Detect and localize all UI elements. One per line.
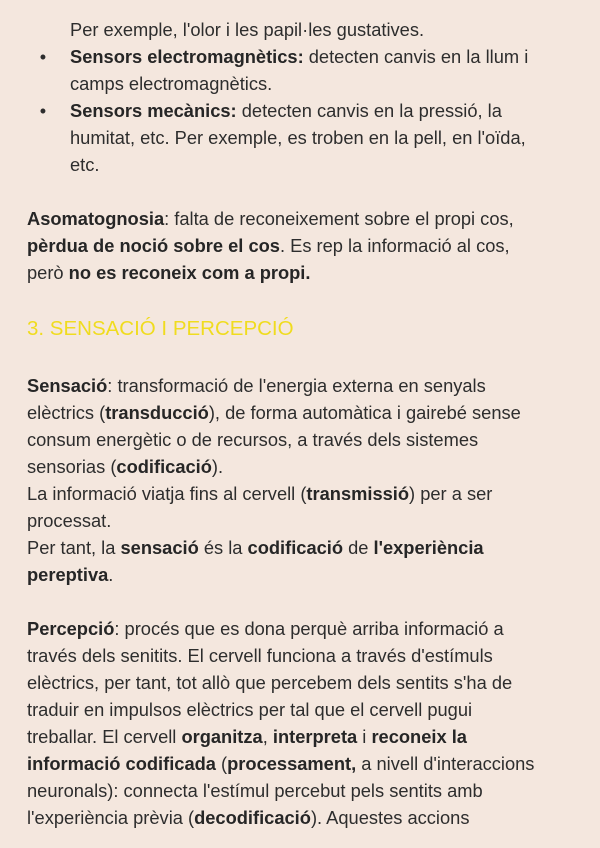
bold-term: Sensors electromagnètics:: [70, 46, 304, 67]
paragraph-line: [27, 205, 587, 232]
paragraph-line: [27, 723, 587, 750]
text-run: : falta de reconeixement sobre el propi cos,: [164, 208, 514, 229]
bullet-line: [70, 70, 590, 97]
text-run: ) per a ser: [409, 483, 493, 504]
text-run: : transformació de l'energia externa en senyals: [107, 375, 486, 396]
paragraph-percepcio: [27, 615, 587, 831]
paragraph-line: [27, 534, 587, 561]
text-run: ,: [262, 726, 273, 747]
paragraph-sensacio: [27, 372, 587, 588]
bold-term: interpreta: [272, 726, 358, 747]
text-run: ), de forma automàtica i gairebé sense: [208, 402, 521, 423]
text-run: elèctrics, per tant, tot allò que percebem dels sentits s'ha de: [27, 672, 513, 693]
text-run: neuronals): connecta l'estímul percebut pels sentits amb: [27, 780, 483, 801]
bullet-line: [70, 151, 590, 178]
paragraph-line: [27, 804, 587, 831]
paragraph-line: [27, 453, 587, 480]
paragraph-line: [27, 232, 587, 259]
paragraph-line: [27, 372, 587, 399]
bold-term: organitza: [181, 726, 263, 747]
text-run: l'experiència prèvia (: [27, 807, 195, 828]
bold-term: sensació: [120, 537, 199, 558]
paragraph-line: [27, 507, 587, 534]
bullet-line: [70, 97, 590, 124]
text-run: través dels senitits. El cervell funciona a través d'estímuls: [27, 645, 493, 666]
text-run: camps electromagnètics.: [70, 73, 273, 94]
bold-term: no es reconeix com a propi.: [68, 262, 311, 283]
bold-term: Sensació: [27, 375, 108, 396]
bold-term: l'experiència: [373, 537, 484, 558]
text-run: detecten canvis en la llum i: [303, 46, 529, 67]
bold-term: transducció: [105, 402, 209, 423]
text-run: elèctrics (: [27, 402, 106, 423]
bullet-mechanical: [70, 97, 590, 178]
bold-term: Sensors mecànics:: [70, 100, 237, 121]
text-run: La informació viatja fins al cervell (: [27, 483, 307, 504]
text-run: humitat, etc. Per exemple, es troben en la pell, en l'oïda,: [70, 127, 526, 148]
text-run: detecten canvis en la pressió, la: [236, 100, 502, 121]
text-run: de: [343, 537, 374, 558]
text-run: etc.: [70, 154, 100, 175]
bold-term: processament,: [227, 753, 357, 774]
paragraph-line: [27, 399, 587, 426]
paragraph-asomatognosia: [27, 205, 587, 286]
paragraph-line: [27, 669, 587, 696]
paragraph-line: [27, 777, 587, 804]
section-heading: 3. SENSACIÓ I PERCEPCIÓ: [27, 317, 294, 340]
bold-term: informació codificada: [27, 753, 216, 774]
bullet-marker: •: [39, 46, 47, 67]
text-run: (: [215, 753, 228, 774]
text-run: Per tant, la: [27, 537, 121, 558]
bold-term: decodificació: [194, 807, 311, 828]
bold-term: codificació: [247, 537, 344, 558]
text-run: . Es rep la informació al cos,: [279, 235, 510, 256]
paragraph-line: [27, 696, 587, 723]
paragraph-line: [27, 561, 587, 588]
bold-term: codificació: [116, 456, 212, 477]
paragraph-line: [27, 642, 587, 669]
bullet-line: [70, 43, 590, 70]
text-run: treballar. El cervell: [27, 726, 182, 747]
bold-term: pereptiva: [27, 564, 109, 585]
bold-term: Percepció: [27, 618, 115, 639]
text-run: i: [357, 726, 372, 747]
paragraph-line: [27, 750, 587, 777]
bold-term: Asomatognosia: [27, 208, 165, 229]
bullet-electromagnetic: [70, 43, 590, 97]
text-run: a nivell d'interaccions: [356, 753, 535, 774]
paragraph-line: [27, 259, 587, 286]
paragraph-line: [27, 426, 587, 453]
text-run: .: [108, 564, 114, 585]
bold-term: transmissió: [306, 483, 410, 504]
bullet-marker: •: [39, 100, 47, 121]
bold-term: reconeix la: [371, 726, 467, 747]
text-run: ). Aquestes accions: [310, 807, 470, 828]
text-run: sensorias (: [27, 456, 117, 477]
paragraph-line: [27, 480, 587, 507]
text-run: ).: [211, 456, 224, 477]
text-run: : procés que es dona perquè arriba informació a: [114, 618, 504, 639]
text-run: però: [27, 262, 69, 283]
text-run: traduir en impulsos elèctrics per tal que el cervell pugui: [27, 699, 473, 720]
text-run: consum energètic o de recursos, a través dels sistemes: [27, 429, 479, 450]
bold-term: pèrdua de noció sobre el cos: [27, 235, 280, 256]
paragraph-line: [27, 615, 587, 642]
text-run: processat.: [27, 510, 112, 531]
intro-continuation: Per exemple, l'olor i les papil·les gustatives.: [70, 19, 425, 40]
text-run: és la: [198, 537, 248, 558]
bullet-line: [70, 124, 590, 151]
